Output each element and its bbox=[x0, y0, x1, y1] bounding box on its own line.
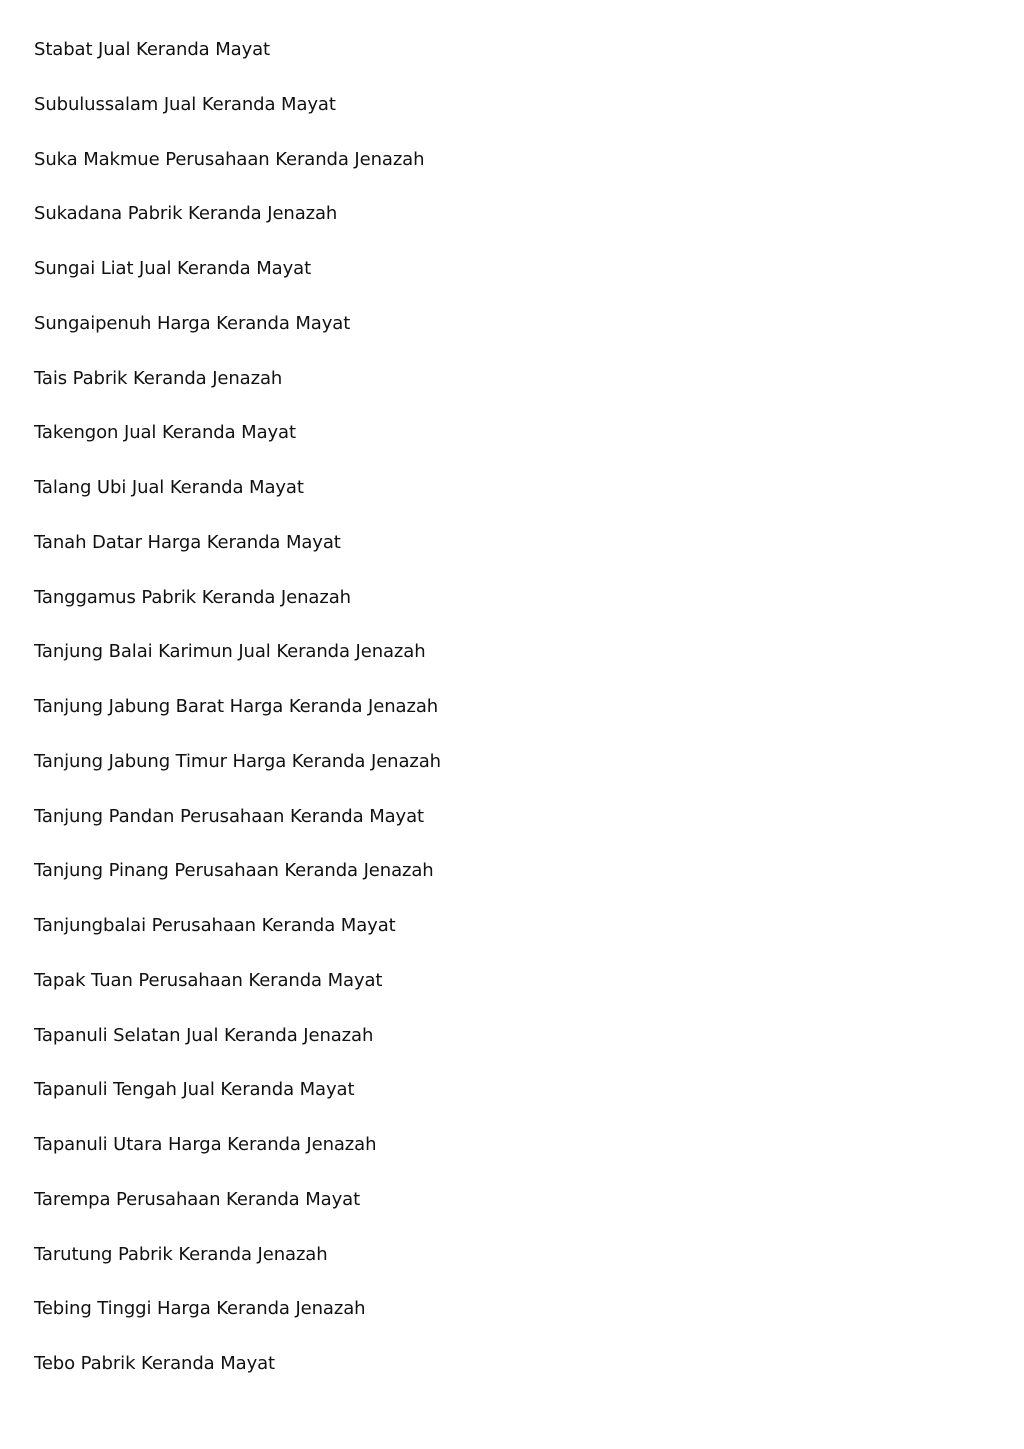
list-item: Tapanuli Tengah Jual Keranda Mayat bbox=[34, 1079, 355, 1101]
list-item: Tapanuli Selatan Jual Keranda Jenazah bbox=[34, 1024, 374, 1046]
list-item: Sungaipenuh Harga Keranda Mayat bbox=[34, 312, 351, 334]
list-item: Sungai Liat Jual Keranda Mayat bbox=[34, 258, 312, 279]
list-item: Tarempa Perusahaan Keranda Mayat bbox=[34, 1188, 361, 1210]
list-item: Tanjung Pinang Perusahaan Keranda Jenazah bbox=[34, 860, 434, 882]
list-item: Sukadana Pabrik Keranda Jenazah bbox=[34, 203, 338, 225]
list-item: Subulussalam Jual Keranda Mayat bbox=[34, 93, 336, 115]
list-item: Talang Ubi Jual Keranda Mayat bbox=[34, 477, 304, 498]
list-item: Tanjung Jabung Barat Harga Keranda Jenazah bbox=[34, 696, 439, 717]
list-item: Tarutung Pabrik Keranda Jenazah bbox=[34, 1243, 328, 1265]
list-item: Tais Pabrik Keranda Jenazah bbox=[34, 367, 283, 389]
list-item: Tebo Pabrik Keranda Mayat bbox=[34, 1353, 276, 1374]
list-item: Stabat Jual Keranda Mayat bbox=[34, 39, 271, 60]
list-item: Tanjung Balai Karimun Jual Keranda Jenazah bbox=[34, 641, 426, 663]
list-item: Tanjung Pandan Perusahaan Keranda Mayat bbox=[34, 805, 424, 827]
list-item: Tanggamus Pabrik Keranda Jenazah bbox=[34, 586, 351, 608]
list-item: Suka Makmue Perusahaan Keranda Jenazah bbox=[34, 148, 425, 170]
list-item: Tanah Datar Harga Keranda Mayat bbox=[34, 531, 341, 553]
list-item: Tanjung Jabung Timur Harga Keranda Jenazah bbox=[34, 750, 441, 772]
list-item: Tanjungbalai Perusahaan Keranda Mayat bbox=[34, 915, 396, 936]
entry-list bbox=[34, 37, 441, 1406]
list-item: Tapak Tuan Perusahaan Keranda Mayat bbox=[34, 969, 383, 991]
list-item: Tapanuli Utara Harga Keranda Jenazah bbox=[34, 1134, 377, 1155]
list-item: Tebing Tinggi Harga Keranda Jenazah bbox=[34, 1298, 366, 1320]
list-item: Takengon Jual Keranda Mayat bbox=[34, 422, 296, 444]
